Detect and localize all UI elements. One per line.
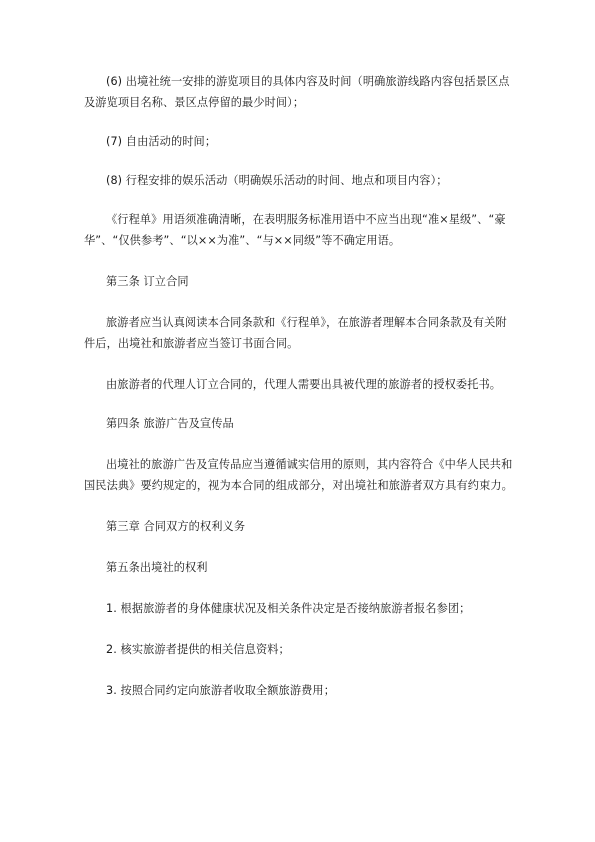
rights-item-3: 3. 按照合同约定向旅游者收取全额旅游费用； xyxy=(106,684,335,697)
paragraph-advertising: 出境社的旅游广告及宣传品应当遵循诚实信用的原则，其内容符合《中华人民共和国民法典》要约规定的，视为本合同的组成部分，对出境社和旅游者双方具有约束力。 xyxy=(84,458,513,492)
paragraph-itinerary-wording: 《行程单》用语须准确清晰，在表明服务标准用语中不应当出现“准×星级”、“豪华”、“仅供参考”、“以××为准”、“与××同级”等不确定用语。 xyxy=(84,213,506,247)
rights-item-1: 1. 根据旅游者的身体健康状况及相关条件决定是否接纳旅游者报名参团； xyxy=(106,602,471,615)
article-4-heading: 第四条 旅游广告及宣传品 xyxy=(106,417,234,430)
document-body xyxy=(84,71,514,721)
paragraph-agent-authorization: 由旅游者的代理人订立合同的，代理人需要出具被代理的旅游者的授权委托书。 xyxy=(106,378,502,391)
rights-item-2: 2. 核实旅游者提供的相关信息资料； xyxy=(106,643,290,656)
paragraph-item-8: (8) 行程安排的娱乐活动（明确娱乐活动的时间、地点和项目内容）； xyxy=(106,174,448,187)
article-5-heading: 第五条出境社的权利 xyxy=(106,561,208,574)
paragraph-contract-signing: 旅游者应当认真阅读本合同条款和《行程单》，在旅游者理解本合同条款及有关附件后，出境社和旅游者应当签订书面合同。 xyxy=(84,316,507,350)
paragraph-item-6: (6) 出境社统一安排的游览项目的具体内容及时间（明确旅游线路内容包括景区点及游览项目名称、景区点停留的最少时间）； xyxy=(84,75,510,109)
article-3-heading: 第三条 订立合同 xyxy=(106,275,189,288)
chapter-3-heading: 第三章 合同双方的权利义务 xyxy=(106,520,246,533)
paragraph-item-7: (7) 自由活动的时间； xyxy=(106,135,217,148)
